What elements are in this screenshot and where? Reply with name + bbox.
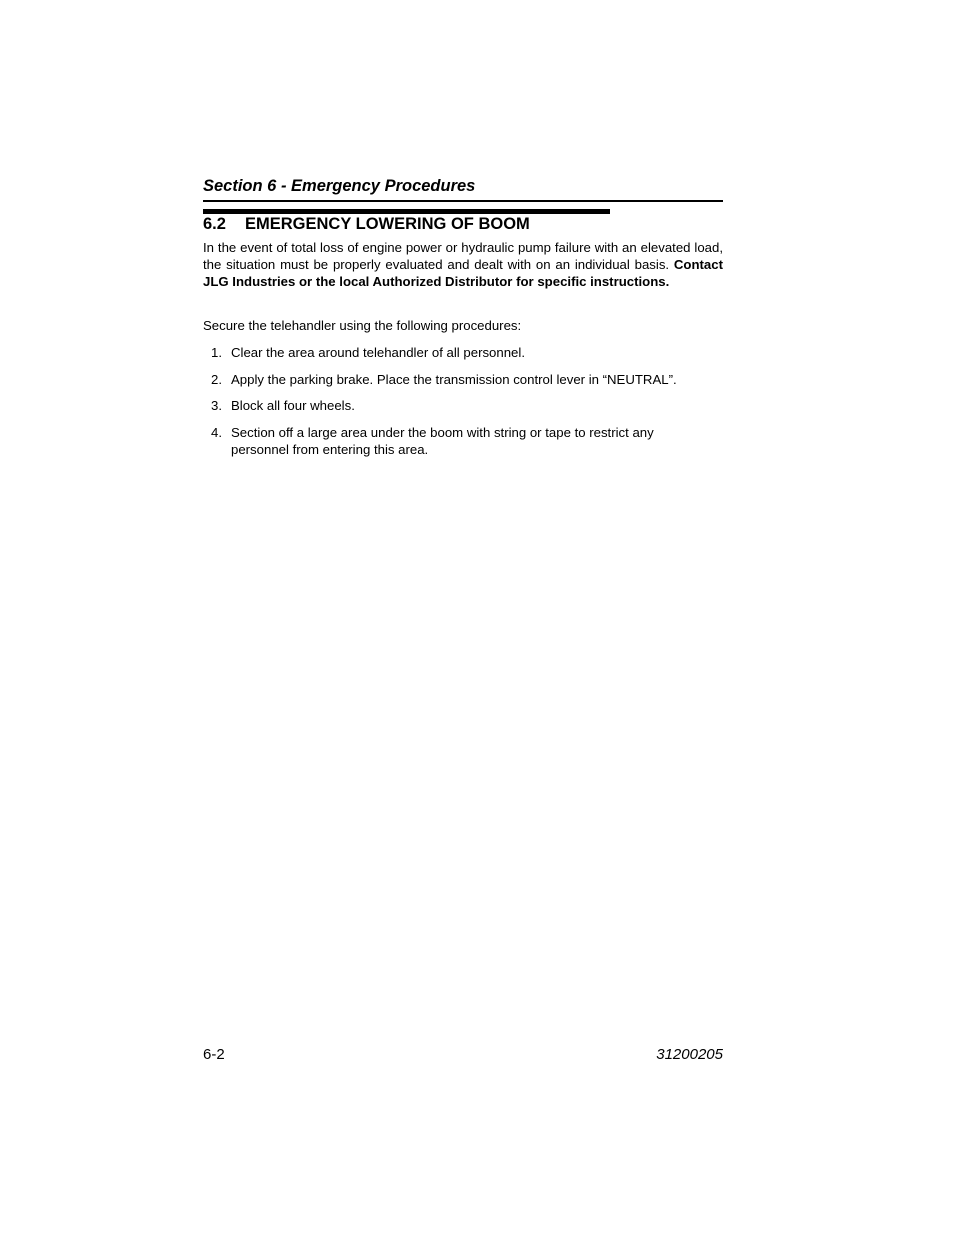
page-number: 6-2 bbox=[203, 1046, 225, 1063]
procedure-lead: Secure the telehandler using the following procedures: bbox=[203, 318, 522, 333]
section-title: EMERGENCY LOWERING OF BOOM bbox=[245, 215, 530, 233]
step-number: 1. bbox=[211, 345, 222, 360]
procedure-steps bbox=[203, 344, 723, 467]
procedure-step bbox=[203, 397, 723, 414]
intro-bold-text: Contact JLG Industries or the local Authorized Distributor for specific instructions. bbox=[203, 257, 723, 289]
intro-text: In the event of total loss of engine power or hydraulic pump failure with an elevated load, the situation must be properly evaluated and dealt with on an individual basis. bbox=[203, 240, 723, 272]
section-number: 6.2 bbox=[203, 215, 226, 233]
step-number: 4. bbox=[211, 424, 222, 440]
step-number: 2. bbox=[211, 371, 222, 387]
document-number: 31200205 bbox=[656, 1046, 723, 1063]
intro-paragraph bbox=[203, 239, 723, 290]
procedure-step bbox=[203, 371, 723, 388]
step-number: 3. bbox=[211, 398, 222, 413]
step-text: Apply the parking brake. Place the transmission control lever in “NEUTRAL”. bbox=[231, 371, 677, 387]
procedure-step bbox=[203, 344, 723, 361]
header-rule bbox=[203, 200, 723, 202]
step-text: Section off a large area under the boom with string or tape to restrict any personnel from entering this area. bbox=[231, 424, 654, 457]
step-text: Block all four wheels. bbox=[231, 398, 355, 413]
procedure-step bbox=[203, 424, 723, 458]
section-header: Section 6 - Emergency Procedures bbox=[203, 177, 476, 195]
section-heading bbox=[203, 213, 530, 235]
step-text: Clear the area around telehandler of all personnel. bbox=[231, 345, 525, 360]
manual-page bbox=[203, 0, 723, 1235]
